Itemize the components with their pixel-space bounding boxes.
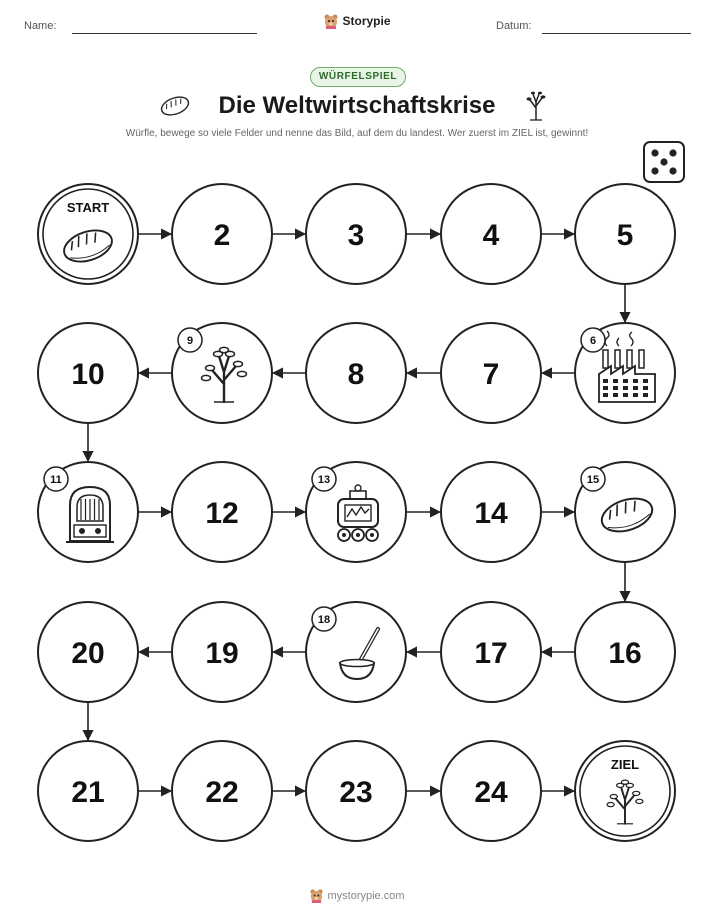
board-cell-5 [575, 184, 675, 284]
start-label: START [66, 200, 110, 215]
brand-name: Storypie [342, 14, 391, 28]
game-type-badge: WÜRFELSPIEL [310, 67, 406, 87]
board-cell-11 [38, 462, 138, 562]
board-cell-2 [172, 184, 272, 284]
cell-number: 19 [205, 637, 239, 670]
board-cell-14 [441, 462, 541, 562]
cell-number: 6 [589, 335, 597, 347]
date-label: Datum: [496, 20, 532, 32]
goal-cell [575, 741, 675, 841]
cell-number: 8 [347, 358, 365, 391]
board-cell-9 [172, 323, 272, 423]
cell-number: 16 [608, 637, 642, 670]
board-cell-18 [306, 602, 406, 702]
board-cell-8 [306, 323, 406, 423]
board-cell-10 [38, 323, 138, 423]
storypie-mascot-icon [309, 888, 324, 903]
board-cell-13 [306, 462, 406, 562]
cell-number: 11 [50, 474, 62, 486]
board-cell-3 [306, 184, 406, 284]
cell-number: 7 [482, 358, 500, 391]
cell-number: 4 [482, 219, 500, 252]
cell-number: 15 [586, 474, 600, 486]
cell-number: 3 [347, 219, 365, 252]
cell-number: 12 [205, 497, 239, 530]
board-cell-23 [306, 741, 406, 841]
board-cell-22 [172, 741, 272, 841]
footer [0, 888, 714, 903]
board-cell-7 [441, 323, 541, 423]
instructions-text: Würfle, bewege so viele Felder und nenne das Bild, auf dem du landest. Wer zuerst im ZIEL ist, gewinnt! [125, 128, 589, 139]
cell-number: 10 [71, 358, 105, 391]
board-cell-6 [575, 323, 675, 423]
board-cell-15 [575, 462, 675, 562]
board-cell-24 [441, 741, 541, 841]
cell-number: 17 [474, 637, 508, 670]
cell-number: 13 [317, 474, 331, 486]
board-cell-20 [38, 602, 138, 702]
board-cell-19 [172, 602, 272, 702]
cell-number: 24 [474, 776, 508, 809]
board-cell-17 [441, 602, 541, 702]
radio-icon [66, 487, 114, 542]
cell-number: 18 [317, 614, 331, 626]
board-cell-21 [38, 741, 138, 841]
cell-number: 5 [616, 219, 634, 252]
board-cell-12 [172, 462, 272, 562]
cell-number: 20 [71, 637, 105, 670]
dice-icon [644, 142, 684, 182]
board-cell-16 [575, 602, 675, 702]
start-cell [38, 184, 138, 284]
cell-number: 21 [71, 776, 105, 809]
cell-number: 23 [339, 776, 373, 809]
cell-number: 22 [205, 776, 239, 809]
board-cell-4 [441, 184, 541, 284]
cell-number: 9 [186, 335, 194, 347]
name-label: Name: [24, 20, 57, 32]
footer-url[interactable]: mystorypie.com [327, 890, 405, 902]
page-title: Die Weltwirtschaftskrise [218, 92, 496, 119]
goal-label: ZIEL [610, 757, 640, 772]
cell-number: 2 [213, 219, 231, 252]
cell-number: 14 [474, 497, 508, 530]
